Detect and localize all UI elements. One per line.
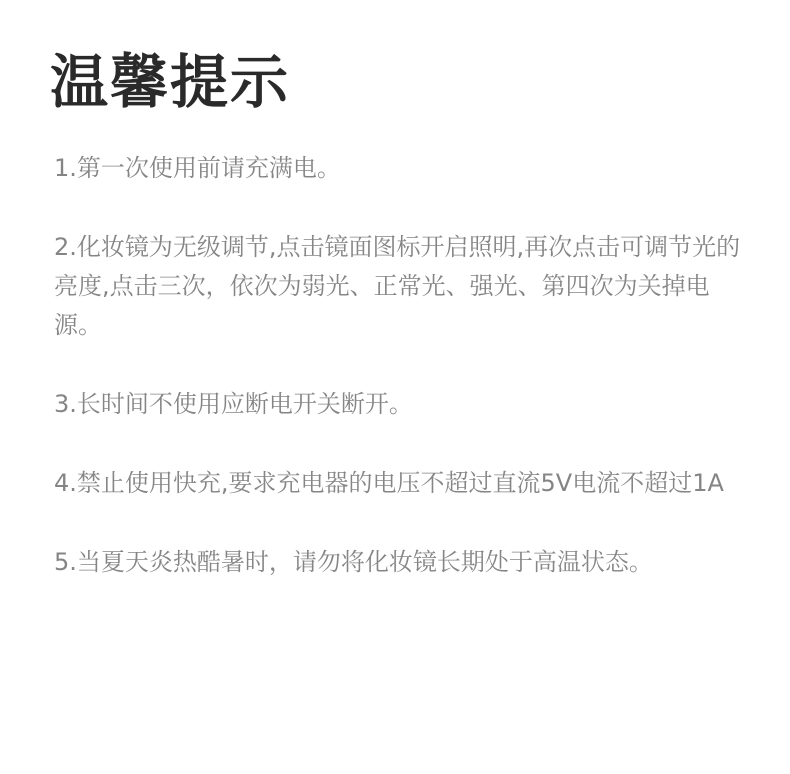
tip-item-4: 4.禁止使用快充,要求充电器的电压不超过直流5V电流不超过1A [54, 469, 724, 497]
tip-item-5: 5.当夏天炎热酷暑时，请勿将化妆镜长期处于高温状态。 [54, 548, 653, 576]
tip-item-2: 2.化妆镜为无级调节,点击镜面图标开启照明,再次点击可调节光的亮度,点击三次，依次为弱光、正常光、强光、第四次为关掉电源。 [54, 233, 741, 339]
page-title: 温馨提示 [50, 48, 291, 116]
tip-item-3: 3.长时间不使用应断电开关断开。 [54, 390, 413, 418]
tips-list [54, 149, 744, 622]
tip-item-1: 1.第一次使用前请充满电。 [54, 154, 341, 182]
